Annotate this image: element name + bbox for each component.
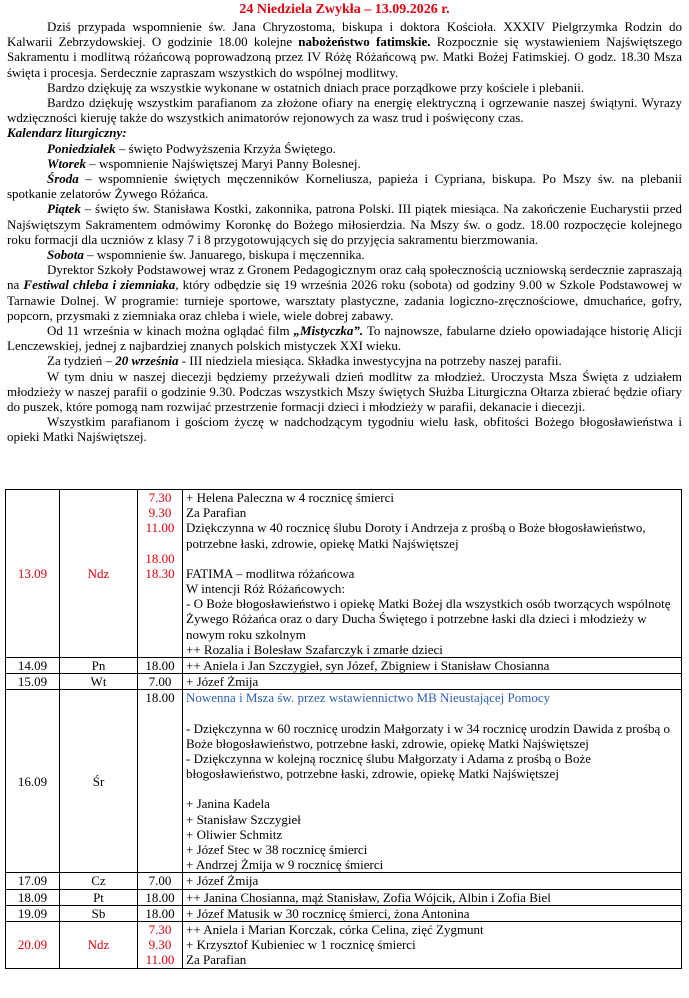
intention: + Józef Stec w 38 rocznicę śmierci	[186, 842, 368, 858]
wishes-paragraph: Wszystkim parafianom i gościom życzę w nadchodzącym tygodniu wielu łask, obfitości Bożego błogosławieństwa i opieki Matki Najświętszej.	[7, 414, 682, 445]
intention: Za Parafian	[186, 505, 247, 521]
film-title: „Mistyczka”.	[293, 323, 364, 339]
calendar-friday	[7, 201, 682, 247]
intention: FATIMA – modlitwa różańcowa	[186, 565, 355, 581]
festival-text-cont: , który odbędzie się 19 września 2026 roku (sobota) od godziny 9.00 w Szkole Podstawowej w Tarnawie Dolnej. W programie: turnieje sportowe, warsztaty plastyczne, zadania logiczno-zręcznościowe, dmuchańce, gofry, popcorn, przysmaki z ziemniaka oraz chleba i wiele, wiele dobrej zabawy.	[7, 277, 682, 323]
schedule-hours	[138, 922, 183, 969]
schedule-hour: 18.00	[138, 889, 183, 905]
schedule-hour: 7.30	[148, 490, 172, 505]
intro-text-cont: Rozpocznie się wystawieniem Najświętszego Sakramentu i modlitwą różańcową poprowadzoną przez IV Różę Różańcową pw. Matki Bożej Fatimskiej. O godz. 18.30 Msza święta i procesja. Serdecznie zapraszam wszystkich do wspólnej modlitwy.	[7, 34, 682, 80]
day-label: Piątek	[47, 201, 81, 217]
day-label: Poniedziałek	[47, 140, 116, 156]
schedule-day: Pt	[60, 889, 138, 905]
day-text: – wspomnienie św. Januarego, biskupa i męczennika.	[83, 247, 365, 263]
schedule-intentions	[183, 490, 682, 658]
intro-text: Dziś przypada wspomnienie św. Jana Chryzostoma, biskupa i doktora Kościoła. XXXIV Pielgrzymka Rodzin do Kalwarii Zebrzydowskiej. O godzinie 18.00 kolejne	[7, 19, 682, 50]
schedule-row-sunday-2009	[6, 922, 682, 969]
intention: + Stanisław Szczygieł	[186, 811, 301, 827]
schedule-row-1409	[6, 658, 682, 674]
intention: + Janina Kadela	[186, 796, 270, 812]
youth-paragraph: W tym dniu w naszej diecezji będziemy przeżywali dzień modlitw za młodzież. Uroczysta Msza Święta z udziałem młodzieży w naszej parafii o godzinie 9.30. Podczas wszystkich Mszy świętych Służba Liturgiczna Ołtarza zbierać będzie ofiary do puszek, które pomogą nam rozwijać przestrzenie formacji dzieci i młodzieży w parafii, dekanacie i diecezji.	[7, 368, 682, 415]
schedule-intentions	[183, 690, 682, 873]
festival-paragraph	[7, 262, 682, 323]
intention: + Józef Żmija	[183, 873, 682, 889]
intention: W intencji Róż Różańcowych:	[186, 581, 345, 597]
schedule-hour: 18.30	[145, 565, 175, 581]
festival-name: Festiwal chleba i ziemniaka	[23, 277, 176, 293]
film-text-cont: To najnowsze, fabularne dzieło opowiadające historię Alicji Lenczewskiej, jednej z najbardziej znanych polskich mistyczek XXI wieku.	[7, 323, 682, 354]
intention: + Oliwier Schmitz	[186, 826, 283, 842]
schedule-day: Wt	[60, 674, 138, 690]
calendar-tuesday	[7, 156, 682, 171]
schedule-hour: 9.30	[148, 505, 172, 521]
schedule-hour: 18.00	[138, 905, 183, 921]
intention: ++ Aniela i Marian Korczak, córka Celina, zięć Zygmunt	[186, 922, 484, 938]
novena-heading: Nowenna i Msza św. przez wstawiennictwo MB Nieustającej Pomocy	[186, 690, 551, 706]
intention: - Dziękczynna w kolejną rocznicę ślubu Małgorzaty i Adama z prośbą o Boże błogosławieństwo, potrzebne łaski, zdrowie, opiekę Matki Najświętszej	[186, 751, 592, 782]
intention-gap	[186, 706, 678, 721]
schedule-date: 18.09	[6, 889, 60, 905]
schedule-hour: 7.00	[138, 674, 183, 690]
schedule-date: 20.09	[6, 922, 60, 969]
schedule-date: 16.09	[6, 690, 60, 873]
film-paragraph	[7, 323, 682, 353]
intention: - Dziękczynna w 60 rocznicę urodzin Małgorzaty i w 34 rocznicę urodzin Dawida z prośbą o Boże błogosławieństwo, potrzebne łaski, zdrowie, opiekę Matki Najświętszej	[186, 720, 671, 751]
page-title: 24 Niedziela Zwykła – 13.09.2026 r.	[239, 2, 450, 17]
intro-paragraph-3: Bardzo dziękuję wszystkim parafianom za złożone ofiary na energię elektryczną i ogrzewanie naszej świątyni. Wyrazy wdzięczności kieruję także do wszystkich animatorów rejonowych za wasz trud i poświęcony czas.	[7, 95, 682, 126]
intention: + Józef Matusik w 30 rocznicę śmierci, żona Antonina	[183, 905, 682, 921]
schedule-date: 19.09	[6, 905, 60, 921]
next-week-date: 20 września	[115, 353, 179, 369]
schedule-date: 15.09	[6, 674, 60, 690]
calendar-saturday	[7, 247, 682, 262]
schedule-day: Pn	[60, 658, 138, 674]
schedule-hour: 11.00	[145, 520, 175, 536]
schedule-day: Śr	[60, 690, 138, 873]
intention: ++ Janina Chosianna, mąż Stanisław, Zofia Wójcik, Albin i Zofia Biel	[183, 889, 682, 905]
schedule-date: 13.09	[6, 490, 60, 658]
next-week-text-cont: - III niedziela miesiąca. Składka inwestycyjna na potrzeby naszej parafii.	[178, 353, 562, 369]
intention: ++ Rozalia i Bolesław Szafarczyk i zmarłe dzieci	[186, 641, 443, 657]
schedule-intentions	[183, 922, 682, 969]
intention: + Józef Żmija	[183, 674, 682, 690]
intention: - O Boże błogosławieństwo i opiekę Matki Bożej dla wszystkich osób tworzących wspólnotę Żywego Różańca oraz o dary Ducha Świętego i potrzebne łaski dla dzieci i młodzieży w nowym roku szkolnym	[186, 596, 671, 642]
intention: Dziękczynna w 40 rocznicę ślubu Doroty i Andrzeja z prośbą o Boże błogosławieństwo, potrzebne łaski, zdrowie, opiekę Matki Najświętszej	[186, 520, 646, 551]
day-text: – święto Podwyższenia Krzyża Świętego.	[115, 140, 336, 156]
schedule-hour: 7.30	[148, 922, 172, 938]
intention: ++ Aniela i Jan Szczygieł, syn Józef, Zbigniew i Stanisław Chosianna	[183, 658, 682, 674]
intro-paragraph-1	[7, 19, 682, 80]
schedule-row-1709	[6, 873, 682, 889]
day-text: – święto św. Stanisława Kostki, zakonnika, patrona Polski. III piątek miesiąca. Na zakończenie Eucharystii przed Najświętszym Sakramentem odmówimy Koronkę do Bożego miłosierdzia. Na Mszy św. o godz. 18.00 rozpoczęcie kolejnego roku formacji dla uczniów z klasy 7 i 8 przygotowujących się do przyjęcia sakramentu bierzmowania.	[7, 201, 682, 247]
announcements-text	[0, 19, 689, 445]
intention: + Helena Paleczna w 4 rocznicę śmierci	[186, 490, 395, 505]
schedule-day: Ndz	[60, 490, 138, 658]
intention-gap	[186, 551, 678, 566]
schedule-row-1509	[6, 674, 682, 690]
schedule-day: Ndz	[60, 922, 138, 969]
mass-schedule-table	[5, 489, 682, 969]
schedule-row-sunday-1309	[6, 490, 682, 658]
day-text: – wspomnienie świętych męczenników Korneliusza, papieża i Cypriana, biskupa. Po Mszy św. na plebanii spotkanie zelatorów Żywego Różańca.	[7, 171, 682, 202]
schedule-date: 14.09	[6, 658, 60, 674]
schedule-hour: 11.00	[145, 952, 175, 968]
intention: + Andrzej Żmija w 9 rocznicę śmierci	[186, 857, 384, 873]
fatima-service-highlight: nabożeństwo fatimskie.	[298, 34, 431, 50]
calendar-wednesday	[7, 171, 682, 201]
schedule-day: Cz	[60, 873, 138, 889]
schedule-hours	[138, 490, 183, 658]
day-text: – wspomnienie Najświętszej Maryi Panny Bolesnej.	[86, 155, 361, 171]
next-week-text: Za tydzień –	[47, 353, 116, 369]
intro-paragraph-2: Bardzo dziękuję za wszystkie wykonane w ostatnich dniach prace porządkowe przy kościele i plebanii.	[47, 79, 585, 95]
schedule-hour: 18.00	[145, 550, 175, 566]
schedule-date: 17.09	[6, 873, 60, 889]
schedule-row-1909	[6, 905, 682, 921]
schedule-day: Sb	[60, 905, 138, 921]
schedule-hour: 18.00	[138, 658, 183, 674]
day-label: Sobota	[47, 247, 84, 263]
schedule-row-1809	[6, 889, 682, 905]
schedule-hour: 7.00	[138, 873, 183, 889]
film-text: Od 11 września w kinach można oglądać film	[47, 323, 294, 339]
calendar-monday	[7, 141, 682, 156]
intention-gap	[186, 781, 678, 796]
festival-text: Dyrektor Szkoły Podstawowej wraz z Gronem Pedagogicznym oraz całą społecznością uczniowską serdecznie zapraszają na	[7, 262, 682, 293]
schedule-hour: 9.30	[148, 937, 172, 953]
schedule-hour: 18.00	[138, 690, 183, 873]
day-label: Środa	[47, 171, 79, 187]
next-week-paragraph	[7, 353, 682, 368]
day-label: Wtorek	[47, 155, 86, 171]
intention: Za Parafian	[186, 952, 247, 968]
schedule-gap	[141, 536, 179, 551]
calendar-heading: Kalendarz liturgiczny:	[7, 125, 127, 141]
schedule-row-1609	[6, 690, 682, 873]
intention: + Krzysztof Kubieniec w 1 rocznicę śmierci	[186, 937, 416, 953]
